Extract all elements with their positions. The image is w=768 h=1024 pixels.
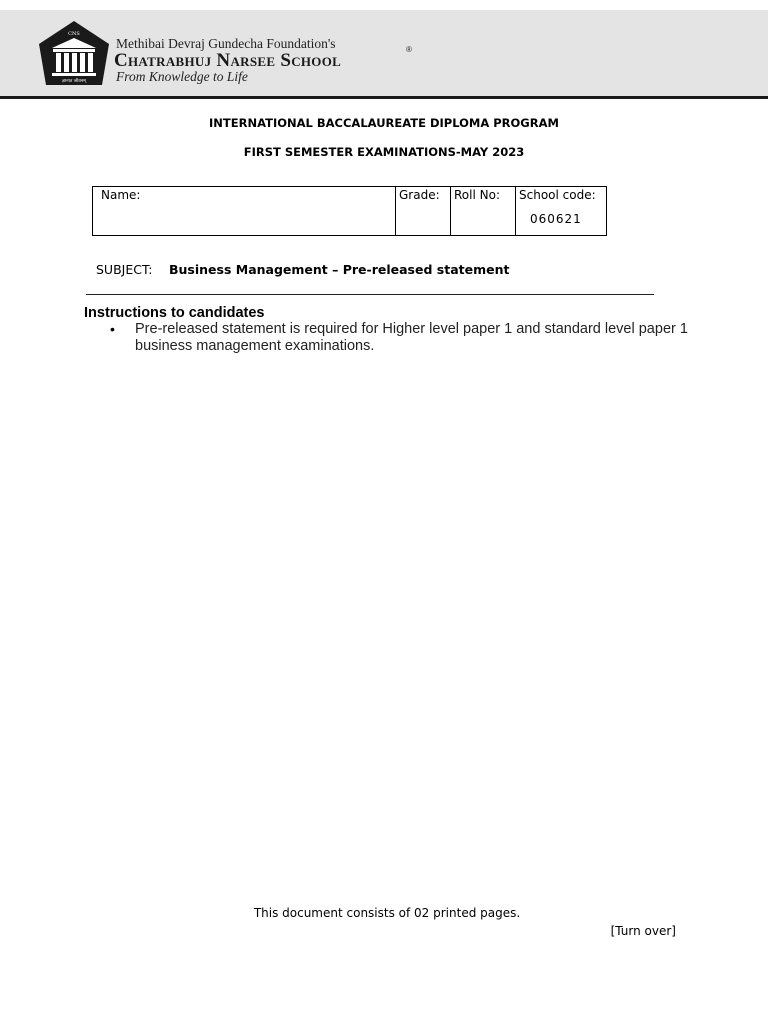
turn-over-note: [Turn over] <box>610 924 676 938</box>
subject-label: SUBJECT: <box>96 262 153 277</box>
instructions-heading: Instructions to candidates <box>84 305 265 321</box>
school-code-cell <box>516 187 607 236</box>
section-divider <box>86 294 654 295</box>
grade-cell[interactable] <box>396 187 451 236</box>
logo-monogram: CNS <box>68 31 80 37</box>
school-tagline: From Knowledge to Life <box>116 69 248 84</box>
name-cell[interactable] <box>93 187 396 236</box>
header-divider <box>0 96 768 99</box>
program-title: INTERNATIONAL BACCALAUREATE DIPLOMA PROGRAM <box>209 116 559 130</box>
subject-value: Business Management – Pre-released statement <box>169 262 510 277</box>
name-label: Name: <box>101 188 141 202</box>
school-code-value: 060621 <box>530 212 582 226</box>
school-name: Chatrabhuj Narsee School <box>114 50 342 71</box>
school-logo-icon <box>38 20 110 86</box>
roll-number-cell[interactable] <box>451 187 516 236</box>
grade-label: Grade: <box>399 188 440 202</box>
registered-mark: ® <box>406 45 412 54</box>
candidate-info-table <box>92 186 607 236</box>
page-count-note: This document consists of 02 printed pages. <box>253 906 521 920</box>
bullet-icon: • <box>110 321 115 337</box>
logo-motto: ज्ञानात जीवनम् <box>62 79 86 84</box>
school-code-label: School code: <box>519 188 596 202</box>
foundation-name: Methibai Devraj Gundecha Foundation's <box>116 36 336 51</box>
exam-session-title: FIRST SEMESTER EXAMINATIONS-MAY 2023 <box>243 145 525 159</box>
roll-number-label: Roll No: <box>454 188 500 202</box>
instruction-item: Pre-released statement is required for Higher level paper 1 and standard level paper 1 business management examinations. <box>135 321 688 354</box>
